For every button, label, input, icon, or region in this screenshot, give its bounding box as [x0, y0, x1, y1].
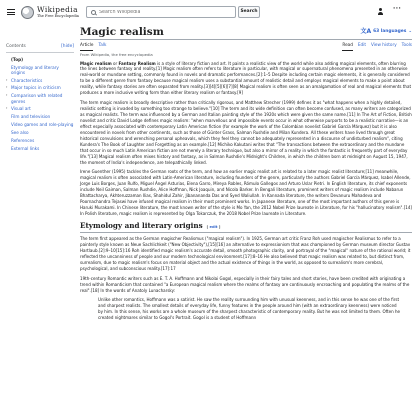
paragraph-3: Irene Guenther (1995) tackles the German roots of the term, and how an earlier magic realist art is related to a later magic realist literature;[11] meanwhile, magical realism is often associated with Latin-American literature, including founders of the genre, particularly the authors Gabriel García Márquez, Isabel Allende, Jorge Luis Borges, Juan Rulfo, Miguel Ángel Asturias, Elena Garro, Mireya Robles, Rómulo Gallegos and Arturo Uslar Pietri. In English literature, its chief exponents include Neil Gaiman, Salman Rushdie, Alice Hoffman, Nick Joaquin, and Nicola Barker. In Bengali literature, prominent writers of magic realism include Nabarun Bhattacharya, Akhteruzzaman Ilias, Shahidul Zahir, Jibanananda Das and Syed Waliullah. In Kannada literature, the writers Devanuru Mahadeva and Poornachandra Tejaswi have infused magical realism in their most prominent works. In Japanese literature, one of the most important authors of this genre is Haruki Murakami. In Chinese literature, the most known writer of the style is Mo Yan, the 2012 Nobel Prize laureate in Literature, for his "hallucinatory realism".[14] In Polish literature, magic realism is represented by Olga Tokarczuk, the 2018 Nobel Prize laureate in Literature.	[80, 169, 413, 216]
toc-item[interactable]	[6, 121, 74, 129]
page-title: Magic realism	[80, 25, 164, 38]
article-body	[80, 61, 412, 321]
paragraph-2: The term magic realism is broadly descriptive rather than critically rigorous, and Matthew Strecher (1999) defines it as "what happens when a highly detailed, realistic setting is invaded by something too strange to believe."[10] The term and its wide definition can often become confused, as many writers are categorized as magical realists. The term was influenced by a German and Italian painting style of the 1920s which were given the same name.[11] In The Art of Fiction, British novelist and critic David Lodge defines magic realism: "when marvellous and impossible events occur in what otherwise purports to be a realistic narrative—is an effect especially associated with contemporary Latin American fiction (for example the work of the Colombian novelist Gabriel García Márquez) but it is also encountered in novels from other continents, such as those of Günter Grass, Salman Rushdie and Milan Kundera. All these writers have lived through great historical convulsions and wrenching personal upheavals, which they feel they cannot be adequately represented in a discourse of undisturbed realism", citing Kundera's The Book of Laughter and Forgetting as an example.[12] Michiko Kakutani writes that "The transactions between the extraordinary and the mundane that occur in so much Latin American fiction are not merely a literary technique, but also a mirror of a reality in which the fantastic is frequently part of everyday life."[13] Magical realism often mixes history and fantasy, as in Salman Rushdie's Midnight's Children, in which the children born at midnight on August 15, 1947, the moment of India's independence, are telepathically linked.	[80, 99, 412, 165]
language-count: 63 languages	[373, 29, 407, 35]
toc-item-label: Comparison with related genres	[11, 93, 63, 104]
toc-item-label: References	[11, 137, 35, 143]
title-row	[80, 26, 412, 40]
more-icon[interactable]: ···	[393, 5, 402, 12]
toc-item[interactable]	[6, 84, 74, 92]
tab-tools[interactable]: Tools	[401, 42, 412, 47]
toc-item[interactable]	[6, 144, 74, 152]
section-edit	[207, 225, 221, 230]
text-or: or	[111, 60, 119, 66]
quote-paragraph: Unlike other romantics, Hoffmann was a satirist. He saw the reality surrounding him with unusual keenness, and in this sense he was one of the first and sharpest realists. The smallest details of everyday life, funny features in the people around him (with an extraordinary keenness) were noticed by him. In this sense, his works are a whole museum of the sharpest characteristic of contemporary reality. But he was not limited to them. Often he created nightmares similar to Gogol's Portrait. Gogol is a student of Hoffmann	[98, 296, 401, 320]
tagline: The Free Encyclopedia	[37, 13, 79, 18]
toc-item-label: Major topics in criticism	[11, 85, 61, 91]
language-button[interactable]	[360, 28, 412, 39]
tab-article[interactable]: Article	[80, 42, 93, 51]
toc-item[interactable]	[6, 92, 74, 105]
section-edit-link[interactable]: edit	[209, 224, 218, 229]
chevron-right-icon[interactable]: ›	[6, 77, 8, 82]
toc-title: Contents	[6, 44, 26, 49]
toc-hide-button[interactable]: [hide]	[61, 44, 74, 49]
site-sub: From Wikipedia, the free encyclopedia	[80, 52, 153, 57]
chevron-down-icon: ⌄	[408, 29, 412, 35]
toc-item-label: Video games and role-playing	[11, 122, 74, 128]
table-of-contents	[6, 44, 74, 152]
page-tabs	[80, 42, 412, 51]
search-box[interactable]	[86, 6, 236, 18]
toc-item[interactable]	[6, 63, 74, 76]
more-menu[interactable]	[393, 5, 401, 14]
toc-item-label: Visual art	[11, 106, 31, 112]
toc-header	[6, 44, 74, 53]
block-quote	[80, 297, 412, 321]
lead-paragraph	[80, 61, 412, 97]
site-header	[0, 0, 415, 24]
lead-text: is a style of literary fiction and art. It paints a realistic view of the world while also adding magical elements, often blurring the lines between fantasy and reality.[1] Magic realism often refers to literature in particular, with magical or supernatural phenomena presented in an otherwise real-world or mundane setting, commonly found in novels and dramatic performances.[2]:1–5 Despite including certain magic elements, it is generally considered to be a different genre from fantasy because magical realism uses a substantial amount of realistic detail and employs magical elements to make a point about reality, while fantasy stories are often separated from reality.[3][4][5][6][7][8] Magical realism is often seen as an amalgamation of real and magical elements that produces a more inclusive writing form than either literary realism or fantasy.[9]	[80, 60, 412, 96]
toc-item[interactable]	[6, 105, 74, 113]
term-bold-2: Fantasy Realism	[118, 60, 156, 66]
tab-edit[interactable]: Edit	[357, 42, 366, 47]
chevron-right-icon[interactable]: ›	[6, 93, 8, 98]
globe-icon	[21, 6, 34, 19]
user-menu[interactable]	[377, 8, 384, 15]
chevron-right-icon[interactable]: ›	[6, 85, 8, 90]
toc-item-label: (Top)	[11, 56, 24, 62]
section-heading-etymology	[80, 221, 412, 233]
wikipedia-logo[interactable]	[21, 6, 91, 19]
main-menu-icon[interactable]	[6, 7, 16, 17]
toc-item-label: External links	[11, 145, 40, 151]
toc-item-label: Etymology and literary origins	[11, 64, 59, 75]
tab-read[interactable]: Read	[342, 42, 353, 51]
tab-view-history[interactable]: View history	[371, 42, 397, 47]
toc-item-label: Characteristics	[11, 77, 43, 83]
section-title: Etymology and literary origins	[80, 220, 203, 230]
toc-item[interactable]	[6, 113, 74, 121]
search-button[interactable]: Search	[238, 6, 260, 18]
term-bold: Magic realism	[80, 60, 112, 66]
toc-item[interactable]	[6, 76, 74, 84]
paragraph-5: 19th-century Romantic writers such as E. T. A. Hoffmann and Nikolai Gogol, especially in their fairy tales and short stories, have been credited with originating a trend within Romanticism that contained "a European magical realism where the realms of fantasy are continuously encroaching and populating the realms of the real".[18] In the words of Anatoly Lunacharsky:	[80, 275, 410, 293]
main-content	[80, 26, 412, 324]
user-icon[interactable]	[377, 8, 384, 15]
toc-item[interactable]	[6, 136, 74, 144]
toc-list	[6, 55, 74, 152]
search-input[interactable]	[99, 10, 199, 15]
tab-talk[interactable]: Talk	[98, 42, 107, 47]
search-icon	[91, 10, 96, 15]
paragraph-4: The term first appeared as the German magischer Realismus ("magical realism"). In 1925, German art critic Franz Roh used magischer Realismus to refer to a painterly style known as Neue Sachlichkeit ("New Objectivity"),[15][16] an alternative to expressionism that was championed by German museum director Gustav Hartlaub.[2]:9–10[15]:16 Roh identified magic realism's accurate detail, smooth photographic clarity, and portrayal of the "magical" nature of the rational world; it reflected the uncanniness of people and our modern technological environment.[17]:8–16 He also believed that magic realism was related to, but distinct from, surrealism, due to magic realism's focus on material object and the actual existence of things in the world, as opposed to surrealism's more cerebral, psychological, and subconscious reality.[17]:17	[80, 236, 411, 272]
language-icon: 文A	[360, 28, 372, 36]
toc-item-label: See also	[11, 129, 29, 135]
toc-item[interactable]	[6, 55, 74, 63]
edit-bracket-close: ]	[217, 224, 221, 229]
wordmark: Wikipedia	[37, 5, 78, 15]
toc-item-label: Film and television	[11, 114, 51, 120]
toc-item[interactable]	[6, 129, 74, 137]
chevron-right-icon[interactable]: ›	[6, 106, 8, 111]
edit-bracket-open: [	[206, 224, 210, 229]
